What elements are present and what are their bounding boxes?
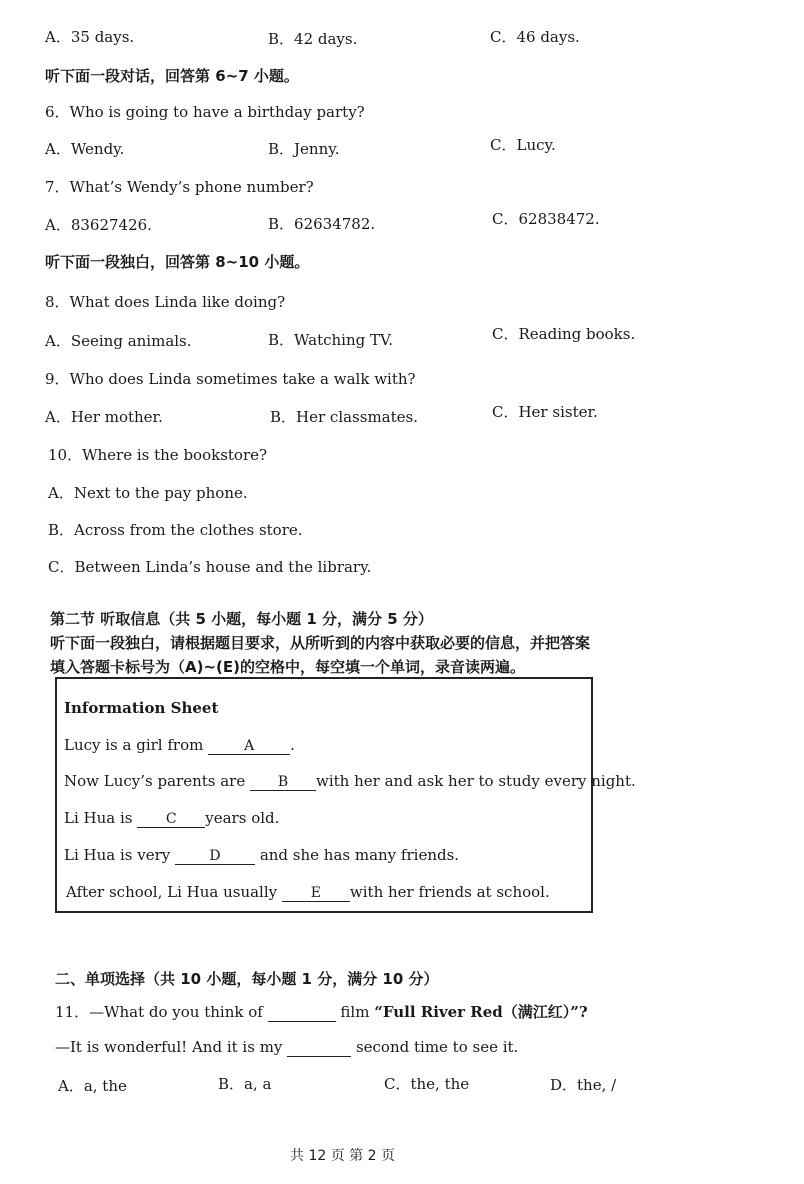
q11-line2	[55, 1038, 518, 1057]
q5-option-b: B．42 days.	[268, 30, 358, 48]
q8-stem: 8．What does Linda like doing?	[45, 293, 286, 311]
info-row-d	[64, 846, 459, 865]
blank-c[interactable]: C	[137, 811, 205, 828]
q11-option-b: B．a, a	[218, 1075, 272, 1093]
q6-option-c: C．Lucy.	[490, 136, 556, 154]
q9-option-c: C．Her sister.	[492, 403, 598, 421]
q7-stem: 7．What’s Wendy’s phone number?	[45, 178, 314, 196]
info-row-a	[64, 736, 295, 755]
info-row-b-text: Now Lucy’s parents are	[64, 772, 246, 790]
blank-b[interactable]: B	[250, 774, 316, 791]
blank-e[interactable]: E	[282, 885, 350, 902]
info-row-e-post: with her friends at school.	[349, 883, 550, 901]
q11-line2-pre: —It is wonderful! And it is my	[55, 1038, 283, 1056]
info-row-b	[64, 772, 636, 791]
q11-film-title: “Full River Red（满江红）”?	[374, 1003, 588, 1021]
q9-option-b: B．Her classmates.	[270, 408, 418, 426]
q10-option-b: B．Across from the clothes store.	[48, 521, 303, 539]
q8-option-b: B．Watching TV.	[268, 331, 393, 349]
page-footer: 共 12 页 第 2 页	[290, 1148, 395, 1164]
q11-blank-1[interactable]	[268, 1005, 336, 1022]
q7-option-b: B．62634782.	[268, 215, 376, 233]
q6-stem: 6．Who is going to have a birthday party?	[45, 103, 365, 121]
info-row-c-text: Li Hua is	[64, 809, 133, 827]
q11-option-d: D．the, /	[550, 1076, 617, 1094]
q11-stem-pre: 11．—What do you think of	[55, 1003, 263, 1021]
q11-option-a: A．a, the	[58, 1077, 127, 1095]
info-row-e-text: After school, Li Hua usually	[66, 883, 278, 901]
q11-stem-mid: film	[340, 1003, 370, 1021]
q6-option-b: B．Jenny.	[268, 140, 340, 158]
q10-option-c: C．Between Linda’s house and the library.	[48, 558, 372, 576]
q10-option-a: A．Next to the pay phone.	[48, 484, 248, 502]
q7-option-a: A．83627426.	[45, 216, 152, 234]
q9-option-a: A．Her mother.	[45, 408, 163, 426]
blank-a[interactable]: A	[208, 738, 290, 755]
info-row-a-post: .	[290, 736, 295, 754]
info-row-c	[64, 809, 279, 828]
q5-option-c: C．46 days.	[490, 28, 580, 46]
info-row-d-post: and she has many friends.	[259, 846, 460, 864]
info-row-d-text: Li Hua is very	[64, 846, 171, 864]
section2-instruction-1: 听下面一段独白，请根据题目要求，从所听到的内容中获取必要的信息，并把答案	[50, 634, 591, 652]
q9-stem: 9．Who does Linda sometimes take a walk with?	[45, 370, 416, 388]
information-sheet-title: Information Sheet	[64, 699, 219, 717]
q11-stem	[55, 1001, 588, 1022]
information-sheet-box	[55, 677, 636, 913]
q11-line2-post: second time to see it.	[355, 1038, 519, 1056]
q11-option-c: C．the, the	[384, 1075, 470, 1093]
q8-option-c: C．Reading books.	[492, 325, 636, 343]
q8-option-a: A．Seeing animals.	[45, 332, 192, 350]
blank-d[interactable]: D	[175, 848, 255, 865]
section2-instruction-2: 填入答题卡标号为（A)~(E)的空格中，每空填一个单词，录音读两遍。	[50, 658, 525, 676]
instruction-8-10: 听下面一段独白，回答第 8~10 小题。	[45, 253, 310, 271]
section2-heading: 第二节 听取信息（共 5 小题，每小题 1 分，满分 5 分）	[50, 610, 433, 628]
q5-option-a: A．35 days.	[45, 28, 135, 46]
info-row-b-post: with her and ask her to study every night.	[316, 772, 636, 790]
info-row-c-post: years old.	[205, 809, 280, 827]
q6-option-a: A．Wendy.	[45, 140, 125, 158]
part2-heading: 二、单项选择（共 10 小题，每小题 1 分，满分 10 分）	[55, 970, 439, 988]
q10-stem: 10．Where is the bookstore?	[48, 446, 268, 464]
q7-option-c: C．62838472.	[492, 210, 600, 228]
info-row-a-text: Lucy is a girl from	[64, 736, 204, 754]
info-row-e	[66, 883, 550, 902]
instruction-6-7: 听下面一段对话，回答第 6~7 小题。	[45, 67, 299, 85]
q11-blank-2[interactable]	[287, 1040, 351, 1057]
